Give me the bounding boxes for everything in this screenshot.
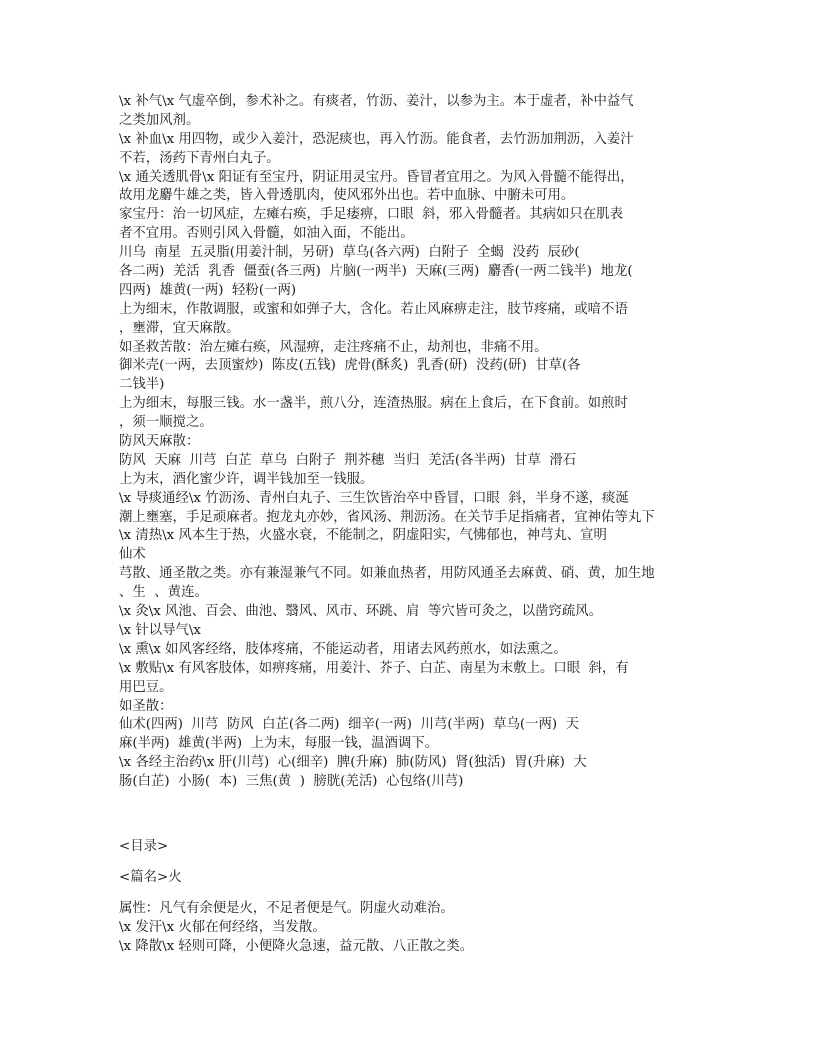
- text-line: 如圣散：: [119, 698, 173, 714]
- text-line: 、生 、黄连。: [119, 585, 208, 601]
- text-line: 者不宜用。否则引风入骨髓，如油入面，不能出。: [119, 226, 414, 242]
- text-line: \x 补血\x 用四物，或少入姜汁，恐泥痰也，再入竹沥。能食者，去竹沥加荆沥，入姜汁: [119, 131, 634, 147]
- text-block-wind-treatments: [119, 93, 699, 792]
- text-line: \x 发汗\x 火郁在何经络，当发散。: [119, 919, 326, 935]
- text-line: 防风天麻散：: [119, 434, 200, 450]
- text-block-fire: [119, 900, 699, 957]
- text-line: \x 各经主治药\x 肝(川芎) 心(细辛) 脾(升麻) 肺(防风) 肾(独活) 胃(升麻) 大: [119, 755, 587, 771]
- text-line: \x 通关透肌骨\x 阳证有至宝丹，阴证用灵宝丹。昏冒者宜用之。为风入骨髓不能得出，: [119, 169, 634, 185]
- text-line: 上为细末，每服三钱。水一盏半，煎八分，连渣热服。病在上食后，在下食前。如煎时: [119, 396, 628, 412]
- text-line: 二钱半): [119, 377, 165, 393]
- text-line: 各二两) 羌活 乳香 僵蚕(各三两) 片脑(一两半) 天麻(三两) 麝香(一两二钱半) 地龙(: [119, 264, 633, 280]
- text-line: \x 针以导气\x: [119, 622, 201, 638]
- text-line: \x 降散\x 轻则可降，小便降火急速，益元散、八正散之类。: [119, 938, 474, 954]
- text-line: 肠(白芷) 小肠( 本) 三焦(黄 ) 膀胱(羌活) 心包络(川芎): [119, 774, 464, 790]
- text-line: 用巴豆。: [119, 679, 173, 695]
- text-line: 川乌 南星 五灵脂(用姜汁制，另研) 草乌(各六两) 白附子 全蝎 没药 辰砂(: [119, 245, 580, 261]
- text-line: \x 清热\x 风本生于热，火盛水衰，不能制之，阴虚阳实，气怫郁也，神芎丸、宣明: [119, 528, 607, 544]
- text-line: 上为末，酒化蜜少许，调半钱加至一钱服。: [119, 471, 374, 487]
- text-line: 上为细末，作散调服，或蜜和如弹子大，含化。若止风麻痹走注，肢节疼痛，或喑不语: [119, 301, 628, 317]
- text-line: 家宝丹：治一切风症，左瘫右痪，手足痿痹，口眼 斜，邪入骨髓者。其病如只在肌表: [119, 207, 623, 223]
- toc-label: <目录>: [119, 838, 169, 854]
- text-line: 麻(半两) 雄黄(半两) 上为末，每服一钱，温酒调下。: [119, 736, 439, 752]
- text-line: 故用龙麝牛雄之类，皆入骨透肌肉，使风邪外出也。若中血脉、中腑未可用。: [119, 188, 575, 204]
- text-line: 仙术(四两) 川芎 防风 白芷(各二两) 细辛(一两) 川芎(半两) 草乌(一两) 天: [119, 717, 579, 733]
- text-line: \x 导痰通经\x 竹沥汤、青州白丸子、三生饮皆治卒中昏冒，口眼 斜，半身不遂，痰涎: [119, 490, 629, 506]
- text-line: 潮上壅塞，手足顽麻者。抱龙丸亦妙，省风汤、荆沥汤。在关节手足指痛者，宜神佑等丸下: [119, 509, 655, 525]
- text-line: ，须一顺搅之。: [119, 415, 213, 431]
- text-line: 属性：凡气有余便是火，不足者便是气。阴虚火动难治。: [119, 900, 454, 916]
- text-line: 之类加风剂。: [119, 112, 200, 128]
- text-line: 如圣救苦散：治左瘫右痪，风湿痹，走注疼痛不止，劫剂也，非痛不用。: [119, 339, 548, 355]
- text-line: ，壅滞，宜天麻散。: [119, 320, 240, 336]
- text-line: 不若，汤药下青州白丸子。: [119, 150, 280, 166]
- text-line: \x 灸\x 风池、百会、曲池、翳风、风市、环跳、肩 等穴皆可灸之，以凿窍疏风。: [119, 604, 603, 620]
- document-page: [119, 93, 699, 956]
- text-line: 芎散、通圣散之类。亦有兼湿兼气不同。如兼血热者，用防风通圣去麻黄、硝、黄，加生地: [119, 566, 655, 582]
- text-line: 御米壳(一两，去顶蜜炒) 陈皮(五钱) 虎骨(酥炙) 乳香(研) 没药(研) 甘草(各: [119, 358, 581, 374]
- text-line: 防风 天麻 川芎 白芷 草乌 白附子 荆芥穗 当归 羌活(各半两) 甘草 滑石: [119, 452, 577, 468]
- section-title: <篇名>火: [119, 869, 182, 885]
- text-line: \x 敷贴\x 有风客肢体，如痹疼痛，用姜汁、芥子、白芷、南星为末敷上。口眼 斜，有: [119, 660, 629, 676]
- text-line: \x 熏\x 如风客经络，肢体疼痛，不能运动者，用诸去风药煎水，如法熏之。: [119, 641, 567, 657]
- text-line: \x 补气\x 气虚卒倒，参术补之。有痰者，竹沥、姜汁，以参为主。本于虚者，补中益气: [119, 94, 634, 109]
- text-line: 仙术: [119, 547, 146, 563]
- text-line: 四两) 雄黄(一两) 轻粉(一两): [119, 282, 297, 298]
